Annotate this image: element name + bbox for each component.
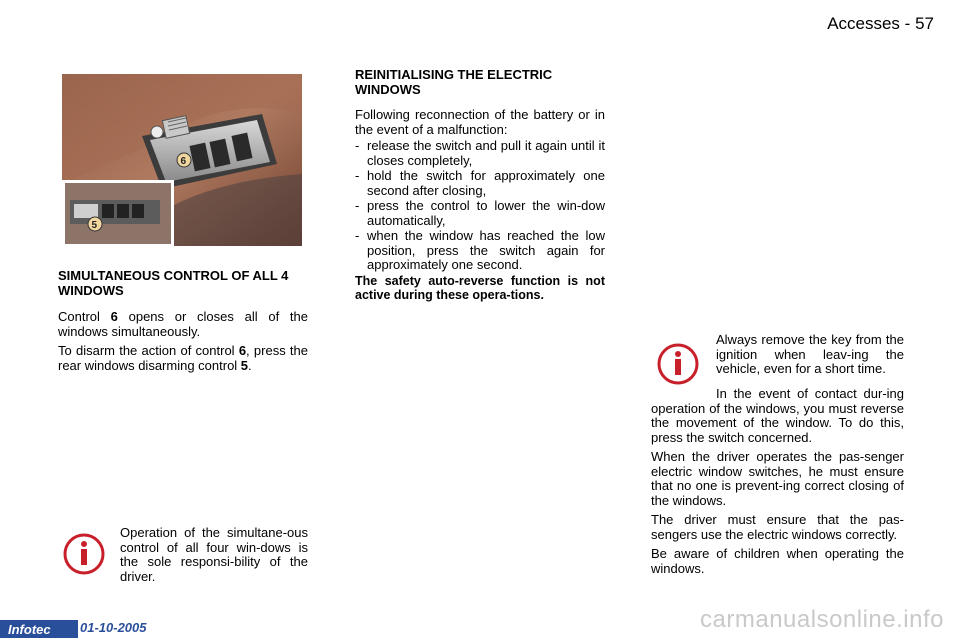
right-note-3: When the driver operates the pas-senger electric window switches, he must ensure that no one is prevent-ing correct closing of the windows.: [651, 449, 904, 508]
info-icon: [656, 342, 700, 386]
right-note-5: Be aware of children when operating the windows.: [651, 546, 904, 576]
safety-warning: The safety auto-reverse function is not active during these opera-tions.: [355, 274, 605, 302]
list-item: - hold the switch for approximately one second after closing,: [355, 169, 605, 198]
reinit-steps-list: [355, 139, 605, 274]
section-title: Accesses: [827, 14, 900, 33]
left-note: Operation of the simultane-ous control of all four win-dows is the sole responsi-bility of the driver.: [120, 525, 308, 584]
left-paragraph-1: Control 6 opens or closes all of the windows simultaneously.: [58, 309, 308, 339]
list-item: - press the control to lower the win-dow automatically,: [355, 199, 605, 228]
watermark: carmanualsonline.info: [700, 606, 944, 633]
left-paragraph-2: To disarm the action of control 6, press the rear windows disarming control 5.: [58, 343, 309, 373]
right-notes: [651, 387, 904, 581]
callout-6-label: 6: [180, 156, 187, 167]
right-note-1: Always remove the key from the ignition when leav-ing the vehicle, even for a short time.: [716, 332, 904, 376]
header-separator: -: [904, 14, 911, 33]
middle-intro: Following reconnection of the battery or in the event of a malfunction:: [355, 107, 605, 137]
callout-5-label: 5: [91, 220, 98, 231]
right-note-2: In the event of contact dur-ing operation of the windows, you must reverse the movement of the window. To do this, press the switch concerned.: [651, 386, 904, 445]
right-note-4: The driver must ensure that the pas-sengers use the electric windows correctly.: [651, 512, 904, 542]
page-header: [827, 14, 934, 34]
list-item: - when the window has reached the low position, press the switch again for approximately one second.: [355, 229, 605, 273]
list-item: - release the switch and pull it again until it closes completely,: [355, 139, 605, 168]
window-switch-photo: [62, 74, 302, 246]
left-body: [58, 310, 308, 378]
info-icon: [62, 532, 106, 576]
footer-date: 01-10-2005: [80, 620, 147, 635]
left-heading: SIMULTANEOUS CONTROL OF ALL 4 WINDOWS: [58, 268, 289, 298]
logo-text: Infotec: [8, 622, 51, 637]
page-number: 57: [915, 14, 934, 33]
middle-heading: REINITIALISING THE ELECTRIC WINDOWS: [355, 67, 553, 97]
